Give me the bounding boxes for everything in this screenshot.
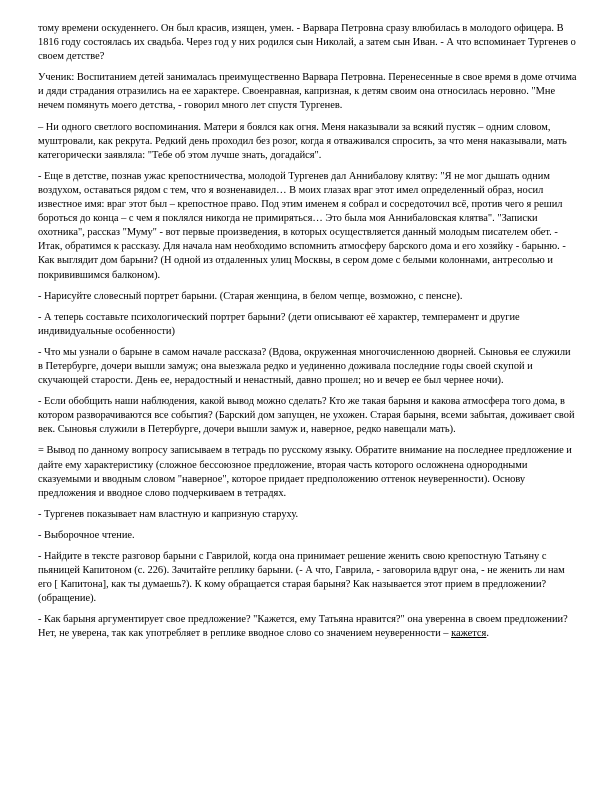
paragraph-conclusion: - Если обобщить наши наблюдения, какой вывод можно сделать? Кто же такая барыня и какова атмосфера того дома, в котором разворачиваются все события? (Барский дом запущен, не ухожен. Старая барыня, всеми забытая, доживает свой век. Сыновья служили в Петербурге, дочери вышли замуж и, наверное, редко навещали мать). xyxy=(38,396,575,436)
paragraph-dialogue-task: - Найдите в тексте разговор барыни с Гаврилой, когда она принимает решение женить свою крепостную Татьяну с пьяницей Капитоном (с. 226). Зачитайте реплику барыни. (- А что, Гаврила, - заговорила вдруг она, - не женить ли нам его [ Капитона], как ты думаешь?). К кому обращается старая барыня? Как называется этот прием в предложении? (обращение). xyxy=(38,551,565,605)
document-page xyxy=(38,22,578,649)
paragraph-intro: тому времени оскуденнего. Он был красив, изящен, умен. - Варвара Петровна сразу влюбилась в молодого офицера. В 1816 году состоялась их свадьба. Через год у них родился сын Николай, а затем сын Иван. - А что вспоминает Тургенев о своем детстве? xyxy=(38,23,576,63)
paragraph-notebook-task: = Вывод по данному вопросу записываем в тетрадь по русскому языку. Обратите внимание на последнее предложение и дайте ему характеристику (сложное бессоюзное предложение, вторая часть которого осложнена однородными сказуемыми и вводным словом "наверное", которое придает предположению оттенок неуверенности). Основу предложения и вводное слово подчеркиваем в тетрадях. xyxy=(38,445,572,499)
paragraph-hannibal-oath: - Еще в детстве, познав ужас крепостничества, молодой Тургенев дал Аннибалову клятву: "Я не мог дышать одним воздухом, оставаться рядом с тем, что я возненавидел… В моих глазах враг этот имел определенный образ, носил известное имя: враг этот был – крепостное право. Под этим именем я собрал и сосредоточил всё, против чего я решил бороться до конца – с чем я поклялся никогда не примиряться… Это была моя Аннибаловская клятва". "Записки охотника", рассказ "Муму" - вот первые произведения, в которых осуществляется данный молодым писателем обет. - Итак, обратимся к рассказу. Для начала нам необходимо вспомнить атмосферу барского дома и его хозяйку - барыню. - Как выглядит дом барыни? (Н одной из отдаленных улиц Москвы, в сером доме с белыми колоннами, антресолью и покривившимся балконом). xyxy=(38,170,566,281)
paragraph-student-answer: Ученик: Воспитанием детей занималась преимущественно Варвара Петровна. Перенесенные в свое время в доме отчима и дяди страдания отразились на ее характере. Своенравная, капризная, к детям своим она относилась неровно. "Мне нечем помянуть моего детства, - говорил много лет спустя Тургенев. xyxy=(38,72,577,112)
argument-question-text: - Как барыня аргументирует свое предложение? "Кажется, ему Татьяна нравится?" она уверенна в своем предложении? Нет, не уверена, так как употребляет в реплике вводное слово со значением неуверенности – xyxy=(38,614,568,640)
paragraph-selective-reading: - Выборочное чтение. xyxy=(38,529,135,541)
paragraph-psychological-portrait: - А теперь составьте психологический портрет барыни? (дети описывают её характер, темперамент и другие индивидуальные особенности) xyxy=(38,311,520,337)
paragraph-verbal-portrait: - Нарисуйте словесный портрет барыни. (Старая женщина, в белом чепце, возможно, с пенсне). xyxy=(38,290,463,302)
paragraph-childhood-memory: – Ни одного светлого воспоминания. Матери я боялся как огня. Меня наказывали за всякий пустяк – одним словом, муштровали, как рекрута. Редкий день проходил без розог, когда я отваживался спросить, за что меня наказывали, мать категорически заявляла: "Тебе об этом лучше знать, догадайся". xyxy=(38,121,567,161)
paragraph-turgenev-shows: - Тургенев показывает нам властную и капризную старуху. xyxy=(38,508,299,520)
underlined-word: кажется xyxy=(451,628,487,640)
paragraph-argument-question xyxy=(38,613,578,641)
paragraph-what-we-learned: - Что мы узнали о барыне в самом начале рассказа? (Вдова, окруженная многочисленною дворней. Сыновья ее служили в Петербурге, дочери вышли замуж; она выезжала редко и уединенно доживала последние годы своей скупой и скучающей старости. День ее, нерадостный и ненастный, давно прошел; но и вечер ее был чернее ночи). xyxy=(38,346,571,387)
end-punctuation: . xyxy=(486,628,489,640)
